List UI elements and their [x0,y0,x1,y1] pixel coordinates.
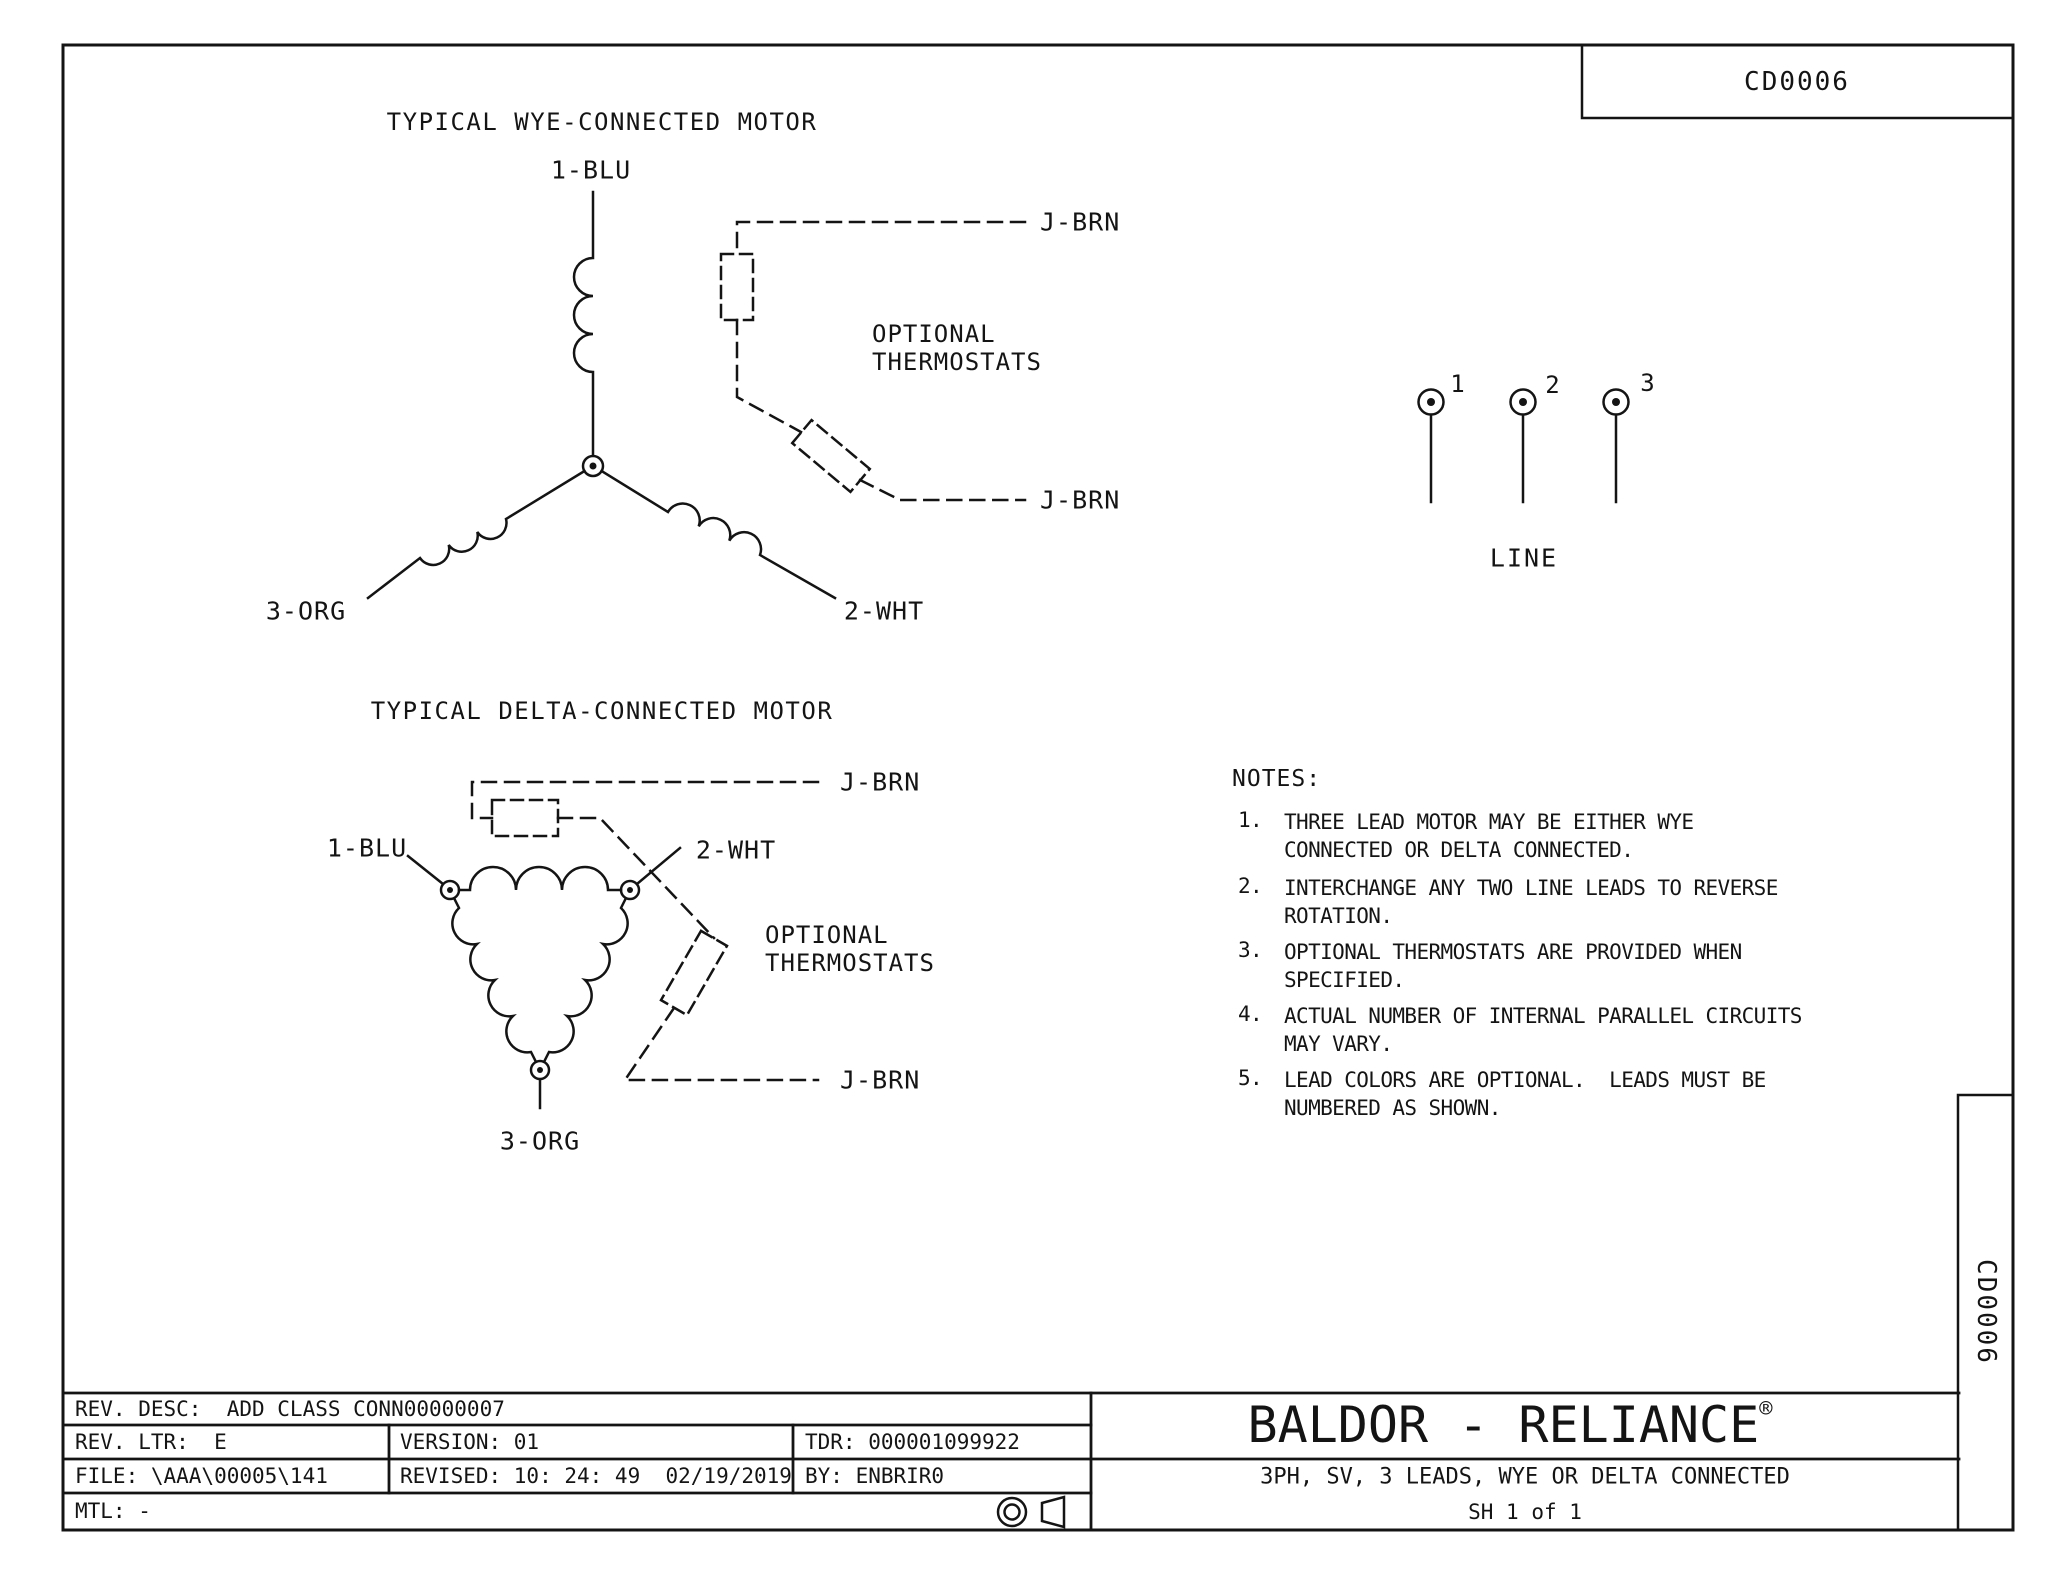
brand-title [1248,1396,1773,1454]
wye-lead-3-label: 3-ORG [265,596,347,626]
wye-thermostat-wire-bottom [860,480,1025,500]
note-2-text [1284,874,1778,930]
note-1-line2: CONNECTED OR DELTA CONNECTED. [1284,838,1634,862]
line-terminal-1-dot [1427,398,1435,406]
delta-thermostat-bottom-label: J-BRN [840,1065,921,1095]
delta-thermostat-1 [492,800,558,836]
line-terminal-1-number: 1 [1450,370,1466,398]
doc-number-side: CD0006 [1971,1259,2001,1365]
delta-lead-1-label: 1-BLU [326,833,408,863]
brand-name: BALDOR - RELIANCE [1247,1396,1760,1454]
delta-node-1-dot [447,887,453,893]
wye-thermostat-top-label: J-BRN [1040,207,1121,237]
delta-thermostat-2 [661,931,727,1015]
rev-ltr-cell: REV. LTR: E [75,1430,227,1454]
wye-thermostat-wire-mid [737,320,801,432]
note-5-text [1284,1066,1766,1122]
delta-title: TYPICAL DELTA-CONNECTED MOTOR [370,697,834,725]
note-3-line2: SPECIFIED. [1284,968,1405,992]
projection-circle-outer [998,1498,1026,1526]
delta-lead-3-label: 3-ORG [499,1126,581,1156]
note-2-number: 2. [1238,874,1263,898]
delta-winding-top [459,867,621,890]
wye-optional-thermostats-line2: THERMOSTATS [872,348,1042,376]
note-3-text [1284,938,1742,994]
wye-title: TYPICAL WYE-CONNECTED MOTOR [386,108,818,136]
wye-thermostat-bottom-label: J-BRN [1040,485,1121,515]
wye-winding-1 [574,192,593,455]
wye-thermostat-2 [792,420,870,492]
delta-thermostat-wire-mid [558,818,714,938]
wye-thermostat-1 [721,254,753,320]
by-cell: BY: ENBRIR0 [805,1464,945,1488]
note-4-text [1284,1002,1802,1058]
version-cell: VERSION: 01 [400,1430,540,1454]
note-5-line2: NUMBERED AS SHOWN. [1284,1096,1501,1120]
note-5-line1: LEAD COLORS ARE OPTIONAL. LEADS MUST BE [1284,1068,1766,1092]
line-terminals [1419,390,1629,503]
delta-optional-thermostats-line2: THERMOSTATS [765,949,935,977]
delta-thermostat-top-label: J-BRN [840,767,921,797]
line-terminal-2-dot [1519,398,1527,406]
note-2-line1: INTERCHANGE ANY TWO LINE LEADS TO REVERSE [1284,876,1778,900]
sheet-number: SH 1 of 1 [1468,1500,1582,1524]
note-2-line2: ROTATION. [1284,904,1393,928]
wye-star-node-dot [590,463,597,470]
line-section-label: LINE [1489,543,1559,573]
note-4-number: 4. [1238,1002,1263,1026]
delta-optional-thermostats-line1: OPTIONAL [765,921,889,949]
projection-cone [1042,1497,1064,1527]
mtl-cell: MTL: - [75,1499,151,1523]
tdr-cell: TDR: 000001099922 [805,1430,1020,1454]
wye-winding-3 [368,471,585,598]
note-3-line1: OPTIONAL THERMOSTATS ARE PROVIDED WHEN [1284,940,1742,964]
file-cell: FILE: \AAA\00005\141 [75,1464,328,1488]
revised-cell: REVISED: 10: 24: 49 02/19/2019 [400,1464,792,1488]
delta-node-2-dot [627,887,633,893]
note-3-number: 3. [1238,938,1263,962]
drawing-subtitle: 3PH, SV, 3 LEADS, WYE OR DELTA CONNECTED [1260,1464,1790,1490]
projection-circle-inner [1005,1505,1020,1520]
note-1-number: 1. [1238,808,1263,832]
wye-motor-diagram [368,192,1025,598]
wye-lead-2-label: 2-WHT [843,596,925,626]
delta-lead-2-label: 2-WHT [695,835,777,865]
notes-heading: NOTES: [1232,766,1322,792]
line-terminal-2-number: 2 [1545,371,1561,399]
delta-thermostat-wire-bottom [625,1008,818,1080]
delta-node-3-dot [537,1067,543,1073]
projection-symbol-icon [998,1497,1064,1527]
wye-thermostat-wire-top [737,222,1025,254]
line-terminal-3-dot [1612,398,1620,406]
delta-winding-left [452,899,535,1061]
wye-optional-thermostats-line1: OPTIONAL [872,320,996,348]
delta-winding-right [545,899,628,1061]
delta-motor-diagram [408,782,818,1108]
delta-lead-1 [408,856,443,884]
note-4-line2: MAY VARY. [1284,1032,1393,1056]
note-5-number: 5. [1238,1066,1263,1090]
rev-desc-cell: REV. DESC: ADD CLASS CONN00000007 [75,1397,505,1421]
note-4-line1: ACTUAL NUMBER OF INTERNAL PARALLEL CIRCUITS [1284,1004,1802,1028]
wye-lead-1-label: 1-BLU [550,155,632,185]
note-1-line1: THREE LEAD MOTOR MAY BE EITHER WYE [1284,810,1694,834]
note-1-text [1284,808,1693,864]
doc-number: CD0006 [1744,67,1850,97]
registered-mark: ® [1759,1397,1773,1422]
line-terminal-3-number: 3 [1640,369,1656,397]
wye-winding-2 [602,471,836,598]
drawing-border [63,45,2013,1530]
